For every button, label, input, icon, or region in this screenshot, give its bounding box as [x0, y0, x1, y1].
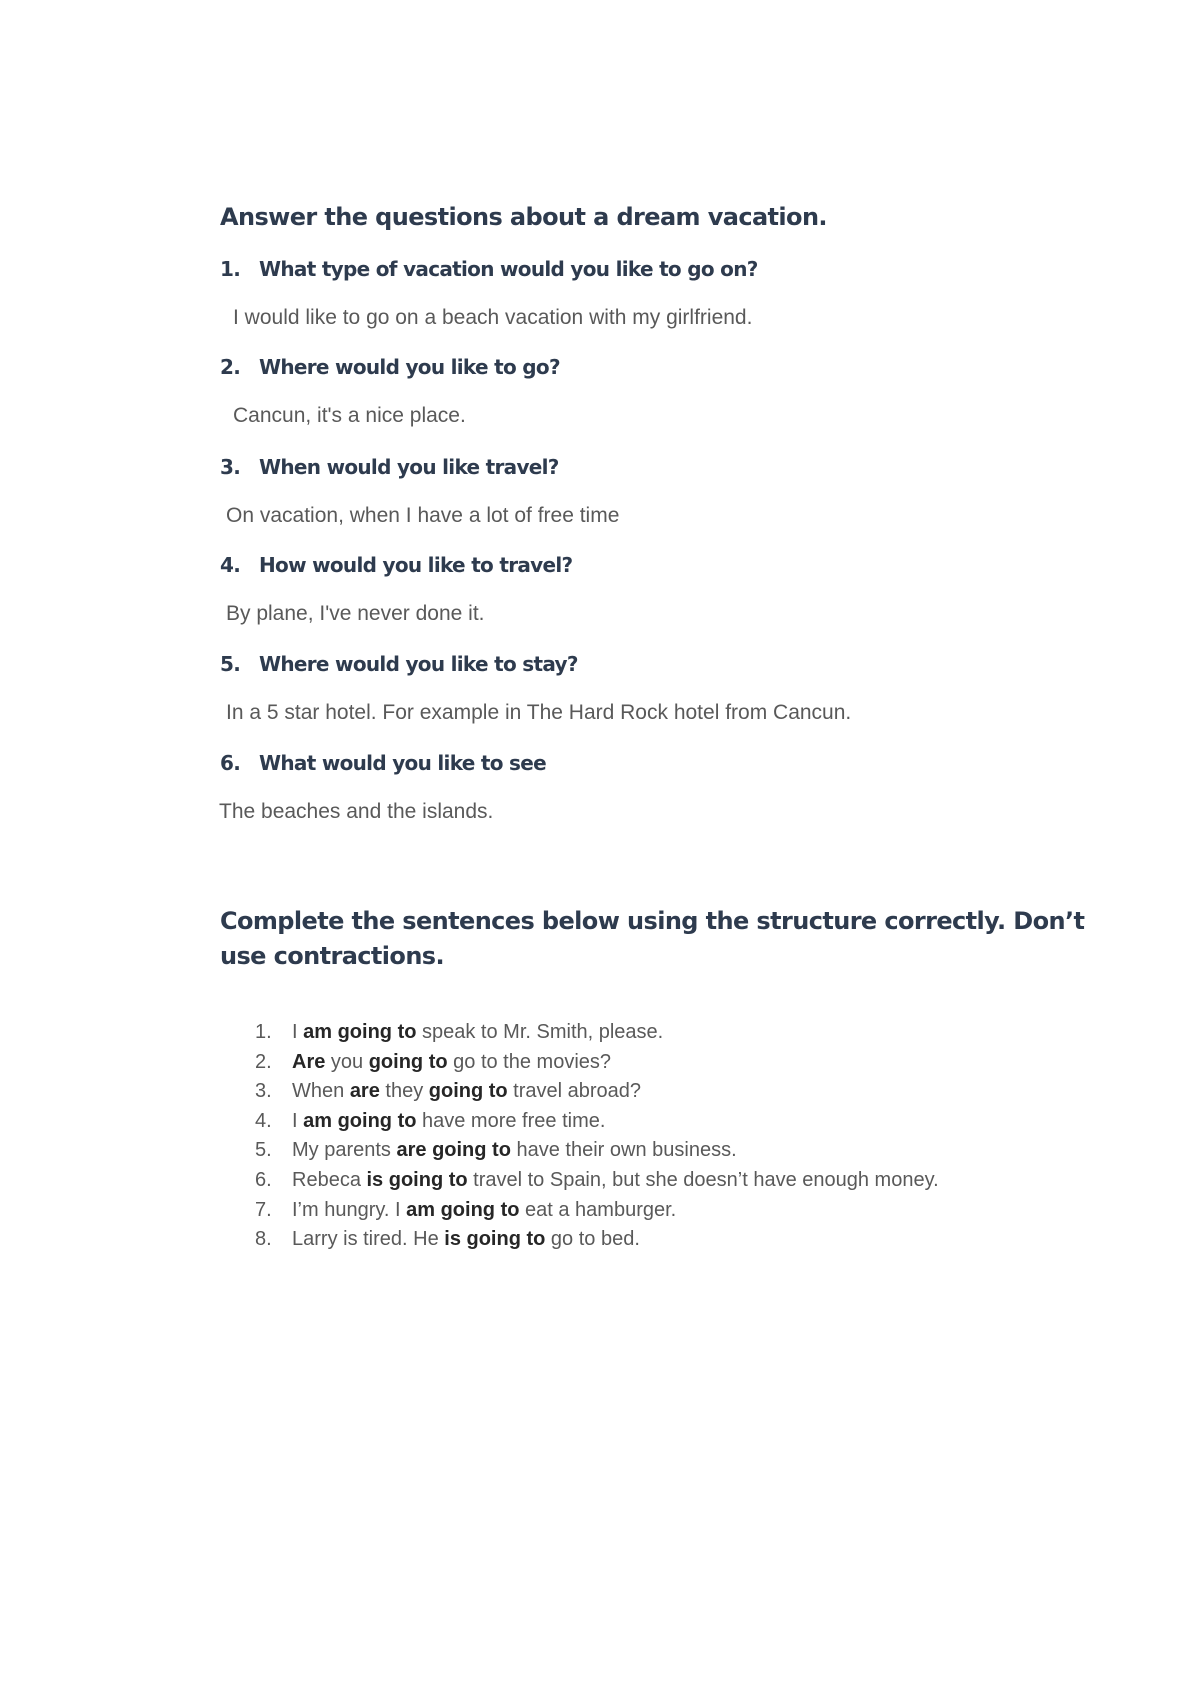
question-number: 1.: [220, 257, 241, 281]
sentence-text: they: [379, 1080, 429, 1103]
question-number: 3.: [220, 455, 241, 479]
sentence-number: 1.: [255, 1021, 272, 1043]
sentence-list: [255, 1018, 939, 1255]
sentence-text: Rebeca: [292, 1168, 367, 1191]
sentence-text: When: [292, 1080, 350, 1103]
sentence-number: 8.: [255, 1228, 272, 1251]
sentence-text: eat a hamburger.: [519, 1198, 677, 1221]
sentence-answer-bold: Are: [292, 1050, 326, 1073]
answer-1: I would like to go on a beach vacation with my girlfriend.: [233, 306, 753, 329]
sentence-number: 4.: [255, 1109, 272, 1132]
answer-4: By plane, I've never done it.: [226, 602, 485, 625]
sentence-text: have their own business.: [510, 1139, 737, 1162]
question-2: [220, 355, 560, 379]
question-5: [220, 652, 578, 676]
sentence-text: travel abroad?: [507, 1080, 642, 1103]
sentence-item: [255, 1018, 939, 1048]
sentence-text: have more free time.: [416, 1109, 606, 1132]
section2-title-line2: use contractions.: [220, 942, 445, 970]
sentence-answer-bold: am going to: [406, 1198, 520, 1221]
sentence-answer-bold: are: [349, 1080, 380, 1103]
sentence-number: 6.: [255, 1168, 272, 1191]
sentence-number: 5.: [255, 1139, 272, 1162]
sentence-answer-bold: is going to: [444, 1228, 546, 1251]
question-text: Where would you like to stay?: [259, 652, 578, 676]
sentence-text: Larry is tired. He: [292, 1228, 445, 1251]
sentence-text: I: [292, 1021, 304, 1043]
sentence-text: I: [292, 1109, 304, 1132]
sentence-text: travel to Spain, but she doesn’t have enough money.: [467, 1168, 939, 1191]
question-number: 6.: [220, 751, 241, 775]
question-text: What would you like to see: [259, 751, 546, 775]
sentence-number: 3.: [255, 1080, 272, 1103]
sentence-answer-bold: am going to: [303, 1021, 417, 1043]
sentence-answer-bold: going to: [428, 1080, 508, 1103]
answer-2: Cancun, it's a nice place.: [233, 404, 466, 427]
question-text: How would you like to travel?: [259, 553, 573, 577]
sentence-text: My parents: [292, 1139, 397, 1162]
answer-6: The beaches and the islands.: [219, 800, 494, 823]
question-number: 4.: [220, 553, 241, 577]
section1-title: Answer the questions about a dream vacation.: [220, 203, 827, 231]
sentence-item: [255, 1196, 939, 1226]
answer-3: On vacation, when I have a lot of free time: [226, 504, 620, 527]
sentence-text: go to bed.: [545, 1228, 640, 1251]
question-6: [220, 751, 546, 775]
sentence-answer-bold: is going to: [366, 1168, 468, 1191]
sentence-item: [255, 1136, 939, 1166]
question-text: When would you like travel?: [259, 455, 559, 479]
sentence-number: 7.: [255, 1198, 272, 1221]
section2-title-line1: Complete the sentences below using the structure correctly. Don’t: [220, 907, 1085, 935]
sentence-answer-bold: are going to: [396, 1139, 511, 1162]
question-number: 5.: [220, 652, 241, 676]
sentence-text: speak to Mr. Smith, please.: [416, 1021, 664, 1043]
question-3: [220, 455, 559, 479]
question-4: [220, 553, 572, 577]
answer-5: In a 5 star hotel. For example in The Hard Rock hotel from Cancun.: [226, 701, 852, 724]
question-1: [220, 257, 758, 281]
section2-title: [220, 904, 1084, 974]
sentence-answer-bold: going to: [368, 1050, 448, 1073]
question-text: What type of vacation would you like to go on?: [259, 257, 758, 281]
sentence-text: you: [325, 1050, 369, 1073]
sentence-item: [255, 1048, 939, 1078]
sentence-item: [255, 1107, 939, 1137]
sentence-item: [255, 1077, 939, 1107]
sentence-answer-bold: am going to: [303, 1109, 417, 1132]
sentence-item: [255, 1166, 939, 1196]
sentence-text: I’m hungry. I: [292, 1198, 407, 1221]
sentence-number: 2.: [255, 1050, 272, 1073]
sentence-text: go to the movies?: [447, 1050, 612, 1073]
sentence-item: [255, 1225, 939, 1255]
question-number: 2.: [220, 355, 241, 379]
question-text: Where would you like to go?: [259, 355, 560, 379]
